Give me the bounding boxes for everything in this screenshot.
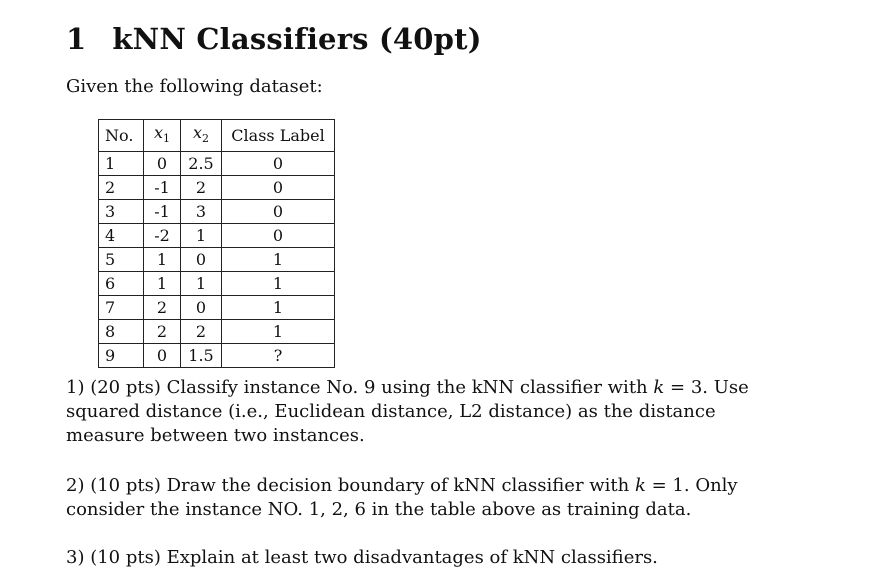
cell-x2: 2.5: [181, 152, 222, 176]
cell-no: 1: [99, 152, 144, 176]
question-2-k: k: [634, 475, 646, 496]
cell-no: 6: [99, 272, 144, 296]
cell-x1: -1: [144, 200, 181, 224]
cell-x1: 1: [144, 272, 181, 296]
question-1: [66, 376, 786, 448]
cell-class-label: 0: [222, 224, 335, 248]
cell-x2: 1: [181, 224, 222, 248]
dataset-table: [98, 119, 335, 368]
header-class-label: Class Label: [222, 120, 335, 152]
table-row: [99, 272, 335, 296]
header-x2-symbol: x: [192, 123, 203, 142]
cell-x2: 1: [181, 272, 222, 296]
cell-x1: 1: [144, 248, 181, 272]
cell-class-label: 1: [222, 272, 335, 296]
table-row: [99, 248, 335, 272]
table-row: [99, 200, 335, 224]
cell-x1: 0: [144, 344, 181, 368]
cell-no: 3: [99, 200, 144, 224]
cell-class-label: 0: [222, 152, 335, 176]
cell-x2: 0: [181, 248, 222, 272]
question-2: [66, 474, 786, 522]
question-1-after: = 3. Use squared distance (i.e., Euclidean distance, L2 distance) as the distance measure between two instances.: [66, 377, 749, 446]
cell-x2: 2: [181, 320, 222, 344]
question-1-before: 1) (20 pts) Classify instance No. 9 using the kNN classifier with: [66, 377, 654, 398]
cell-no: 5: [99, 248, 144, 272]
header-x2-subscript: 2: [202, 132, 210, 146]
intro-text: Given the following dataset:: [66, 76, 323, 97]
cell-x2: 3: [181, 200, 222, 224]
table-body: [99, 152, 335, 368]
cell-x1: -2: [144, 224, 181, 248]
header-x1: [144, 120, 181, 152]
cell-no: 9: [99, 344, 144, 368]
section-title: kNN Classifiers (40pt): [112, 22, 482, 56]
cell-x1: 2: [144, 296, 181, 320]
table-row: [99, 320, 335, 344]
header-x2: [181, 120, 222, 152]
header-no: No.: [99, 120, 144, 152]
cell-x2: 1.5: [181, 344, 222, 368]
table-row: [99, 344, 335, 368]
cell-x1: -1: [144, 176, 181, 200]
question-3: 3) (10 pts) Explain at least two disadvantages of kNN classifiers.: [66, 547, 658, 568]
question-1-k: k: [653, 377, 665, 398]
cell-class-label: 1: [222, 320, 335, 344]
cell-no: 2: [99, 176, 144, 200]
cell-x1: 0: [144, 152, 181, 176]
table-header-row: [99, 120, 335, 152]
cell-class-label: 0: [222, 200, 335, 224]
cell-no: 7: [99, 296, 144, 320]
cell-x2: 0: [181, 296, 222, 320]
cell-class-label: 1: [222, 296, 335, 320]
question-2-before: 2) (10 pts) Draw the decision boundary of kNN classifier with: [66, 475, 635, 496]
cell-class-label: 0: [222, 176, 335, 200]
table-row: [99, 176, 335, 200]
cell-no: 8: [99, 320, 144, 344]
cell-x1: 2: [144, 320, 181, 344]
section-heading: [66, 22, 482, 56]
table-row: [99, 152, 335, 176]
header-x1-symbol: x: [153, 123, 164, 142]
cell-no: 4: [99, 224, 144, 248]
table-row: [99, 296, 335, 320]
cell-x2: 2: [181, 176, 222, 200]
section-number: 1: [66, 22, 87, 56]
question-2-after: = 1. Only consider the instance NO. 1, 2, 6 in the table above as training data.: [66, 475, 738, 520]
cell-class-label: ?: [222, 344, 335, 368]
cell-class-label: 1: [222, 248, 335, 272]
header-x1-subscript: 1: [163, 132, 171, 146]
table-row: [99, 224, 335, 248]
